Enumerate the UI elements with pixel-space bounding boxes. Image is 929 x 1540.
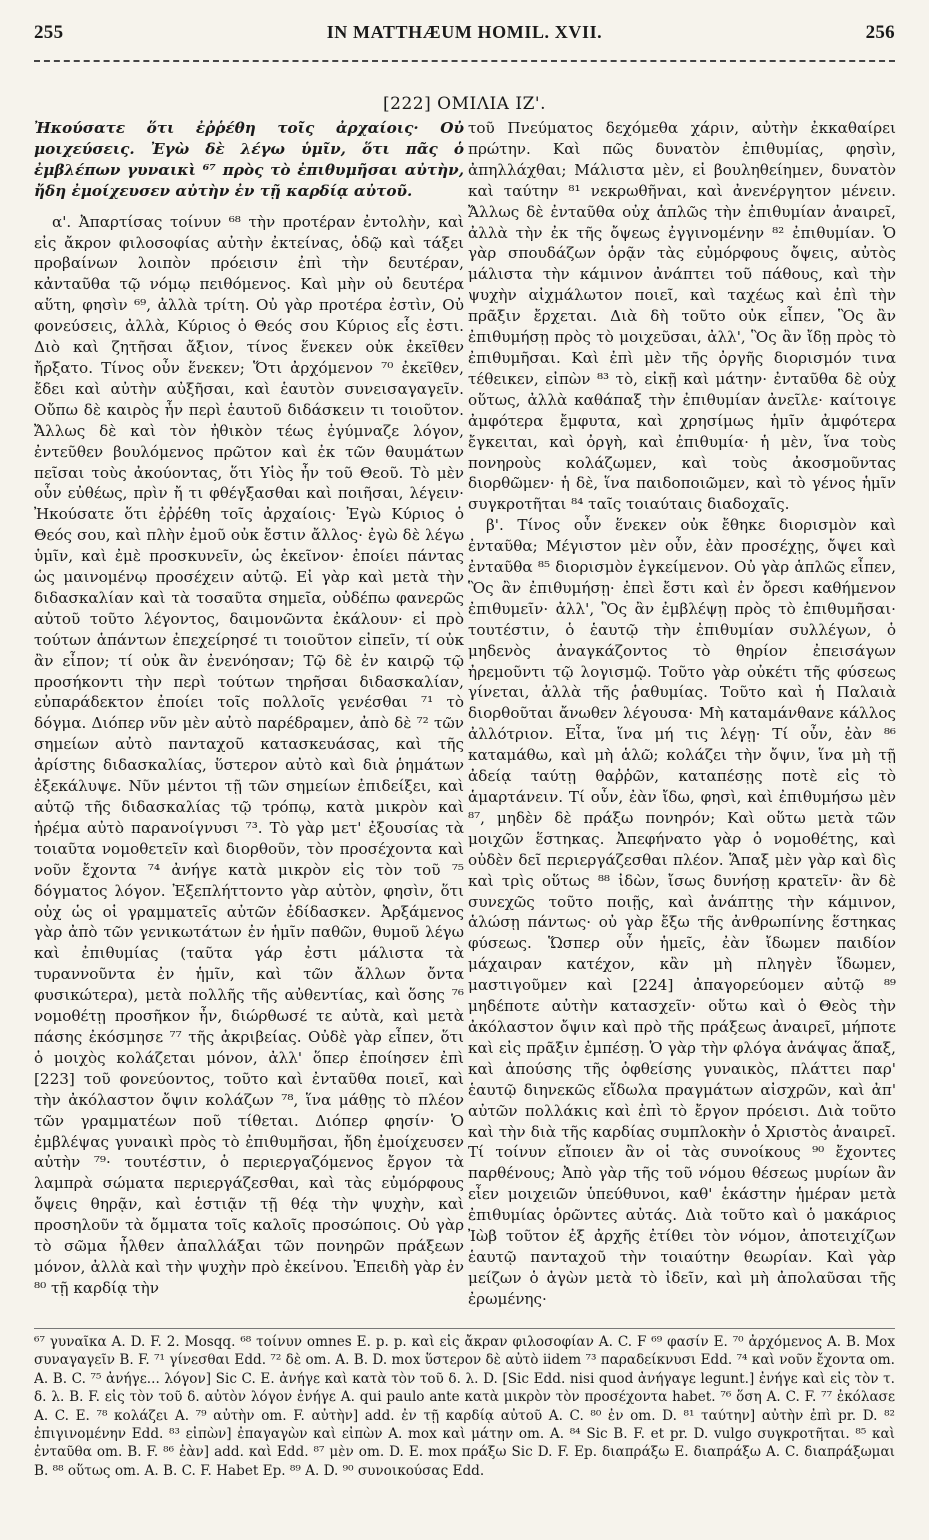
right-column (468, 118, 896, 1324)
page-number-right: 256 (865, 22, 895, 43)
left-paragraph: α'. Ἀπαρτίσας τοίνυν ⁶⁸ τὴν προτέραν ἐντολὴν, καὶ εἰς ἄκρον φιλοσοφίας αὐτὴν ἐκτείνας, ὁδῷ καὶ τάξει προβαίνων λοιπὸν πρόεισιν ἐπὶ τὴν δευτέραν, κἀνταῦθα τῷ νόμῳ πειθόμενος. Καὶ μὴν οὐ δευτέρα αὕτη, φησὶν ⁶⁹, ἀλλὰ τρίτη. Οὐ γὰρ προτέρα ἐστὶν, Οὐ φονεύσεις, ἀλλὰ, Κύριος ὁ Θεός σου Κύριος εἷς ἐστι. Διὸ καὶ ζητῆσαι ἄξιον, τίνος ἕνεκεν οὐκ ἐκεῖθεν ἤρξατο. Τίνος οὖν ἕνεκεν; Ὅτι ἀρχόμενον ⁷⁰ ἐκεῖθεν, ἔδει καὶ αὐτὴν αὐξῆσαι, καὶ ἑαυτὸν συνεισαγαγεῖν. Οὔπω δὲ καιρὸς ἦν περὶ ἑαυτοῦ διδάσκειν τι τοιοῦτον. Ἄλλως δὲ καὶ τὸν ἠθικὸν τέως ἐγύμναζε λόγον, ἐντεῦθεν βουλόμενος πρῶτον καὶ ἐκ τῶν θαυμάτων πεῖσαι τοὺς ἀκούοντας, ὅτι Υἱὸς ἦν τοῦ Θεοῦ. Τὸ μὲν οὖν εὐθέως, πρὶν ἤ τι φθέγξασθαι καὶ ποιῆσαι, λέγειν· Ἠκούσατε ὅτι ἐῤῥέθη τοῖς ἀρχαίοις· Ἐγὼ Κύριος ὁ Θεός σου, καὶ πλὴν ἐμοῦ οὐκ ἔστιν ἄλλος· ἐγὼ δὲ λέγω ὑμῖν, καὶ ἐμὲ προσκυνεῖν, ὡς ἐκεῖνον· ἐποίει πάντας ὡς μαινομένῳ προσέχειν αὐτῷ. Εἰ γὰρ καὶ μετὰ τὴν διδασκαλίαν καὶ τὰ τοσαῦτα σημεῖα, οὐδέπω φανερῶς αὐτοῦ τοῦτο λέγοντος, δαιμονῶντα ἐκάλουν· εἰ πρὸ τούτων ἁπάντων ἐπεχείρησέ τι τοιοῦτον εἰπεῖν, τί οὐκ ἂν εἶπον; τί οὐκ ἂν ἐνενόησαν; Τῷ δὲ ἐν καιρῷ τῷ προσήκοντι τὴν περὶ τούτων τηρῆσαι διδασκαλίαν, εὐπαράδεκτον ἐποίει τοῖς πολλοῖς γενέσθαι ⁷¹ τὸ δόγμα. Διόπερ νῦν μὲν αὐτὸ παρέδραμεν, ἀπὸ δὲ ⁷² τῶν σημείων αὐτὸ πανταχοῦ κατασκευάσας, καὶ τῆς ἀρίστης διδασκαλίας, ὕστερον αὐτὸ καὶ διὰ ῥημάτων ἐξεκάλυψε. Νῦν μέντοι τῇ τῶν σημείων ἐπιδείξει, καὶ αὐτῷ τῆς διδασκαλίας τῷ τρόπῳ, κατὰ μικρὸν καὶ ἠρέμα αὐτὸ παρανοίγνυσι ⁷³. Τὸ γὰρ μετ' ἐξουσίας τὰ τοιαῦτα νομοθετεῖν καὶ διορθοῦν, τὸν προσέχοντα καὶ νοῦν ἔχοντα ⁷⁴ ἀνήγε κατὰ μικρὸν εἰς τὸν τοῦ ⁷⁵ δόγματος λόγον. Ἐξεπλήττοντο γὰρ αὐτὸν, φησὶν, ὅτι οὐχ ὡς οἱ γραμματεῖς αὐτῶν ἐδίδασκεν. Ἀρξάμενος γὰρ ἀπὸ τῶν γενικωτάτων ἐν ἡμῖν παθῶν, θυμοῦ λέγω καὶ ἐπιθυμίας (ταῦτα γάρ ἐστι μάλιστα τὰ τυραννοῦντα ἐν ἡμῖν, καὶ τῶν ἄλλων ὄντα φυσικώτερα), μετὰ πολλῆς τῆς αὐθεντίας, καὶ ὅσης ⁷⁶ νομοθέτῃ προσῆκον ἦν, διώρθωσέ τε αὐτὰ, καὶ μετὰ πάσης ἐκόσμησε ⁷⁷ τῆς ἀκριβείας. Οὐδὲ γὰρ εἶπεν, ὅτι ὁ μοιχὸς κολάζεται μόνον, ἀλλ' ὅπερ ἐποίησεν ἐπὶ [223] τοῦ φονεύοντος, τοῦτο καὶ ἐνταῦθα ποιεῖ, καὶ τὴν ἀκόλαστον ὄψιν κολάζων ⁷⁸, ἵνα μάθῃς τὸ πλέον τῶν γραμματέων ποῦ τίθεται. Διόπερ φησίν· Ὁ ἐμβλέψας γυναικὶ πρὸς τὸ ἐπιθυμῆσαι, ἤδη ἐμοίχευσεν αὐτὴν ⁷⁹· τουτέστιν, ὁ περιεργαζόμενος ἔργον τὰ λαμπρὰ σώματα περιεργάζεσθαι, καὶ τὰς εὐμόρφους ὄψεις θηρᾷν, καὶ ἑστιᾷν τῇ θέᾳ τὴν ψυχὴν, καὶ προσηλοῦν τὰ ὄμματα τοῖς καλοῖς προσώποις. Οὐ γὰρ τὸ σῶμα ἦλθεν ἀπαλλάξαι τῶν πονηρῶν πράξεων μόνον, ἀλλὰ καὶ τὴν ψυχὴν πρὸ ἐκείνου. Ἐπειδὴ γὰρ ἐν ⁸⁰ τῇ καρδίᾳ τὴν (34, 212, 464, 1297)
running-header (34, 22, 895, 52)
right-paragraph: β'. Τίνος οὖν ἕνεκεν οὐκ ἔθηκε διορισμὸν καὶ ἐνταῦθα; Μέγιστον μὲν οὖν, ἐὰν προσέχῃς, ὄψει καὶ ἐνταῦθα ⁸⁵ διορισμὸν ἐγκείμενον. Οὐ γὰρ ἁπλῶς εἶπεν, Ὃς ἂν ἐπιθυμήσῃ· ἐπεὶ ἔστι καὶ ἐν ὄρεσι καθήμενον ἐπιθυμεῖν· ἀλλ', Ὃς ἂν ἐμβλέψῃ πρὸς τὸ ἐπιθυμῆσαι· τουτέστιν, ὁ ἑαυτῷ τὴν ἐπιθυμίαν συλλέγων, ὁ μηδενὸς ἀναγκάζοντος τὸ θηρίον ἐπεισάγων ἠρεμοῦντι τῷ λογισμῷ. Τοῦτο γὰρ οὐκέτι τῆς φύσεως γίνεται, ἀλλὰ τῆς ῥαθυμίας. Τοῦτο καὶ ἡ Παλαιὰ διορθοῦται ἄνωθεν λέγουσα· Μὴ καταμάνθανε κάλλος ἀλλότριον. Εἶτα, ἵνα μή τις λέγῃ· Τί οὖν, ἐὰν ⁸⁶ καταμάθω, καὶ μὴ ἁλῶ; κολάζει τὴν ὄψιν, ἵνα μὴ τῇ ἀδείᾳ ταύτῃ θαῤῥῶν, καταπέσῃς ποτὲ εἰς τὸ ἁμαρτάνειν. Τί οὖν, ἐὰν ἴδω, φησὶ, καὶ ἐπιθυμήσω μὲν ⁸⁷, μηδὲν δὲ πράξω πονηρόν; Καὶ οὕτω μετὰ τῶν μοιχῶν ἕστηκας. Ἀπεφήνατο γὰρ ὁ νομοθέτης, καὶ οὐδὲν δεῖ περιεργάζεσθαι πλέον. Ἅπαξ μὲν γὰρ καὶ δὶς καὶ τρὶς οὕτως ⁸⁸ ἰδὼν, ἴσως δυνήσῃ κρατεῖν· ἂν δὲ συνεχῶς τοῦτο ποιῇς, καὶ ἀνάπτῃς τὴν κάμινον, ἁλώσῃ πάντως· οὐ γὰρ ἔξω τῆς ἀνθρωπίνης ἕστηκας φύσεως. Ὥσπερ οὖν ἡμεῖς, ἐὰν ἴδωμεν παιδίον μάχαιραν κατέχον, κἂν μὴ πληγὲν ἴδωμεν, μαστιγοῦμεν καὶ [224] ἀπαγορεύομεν αὐτῷ ⁸⁹ μηδέποτε αὐτὴν κατασχεῖν· οὕτω καὶ ὁ Θεὸς τὴν ἀκόλαστον ὄψιν καὶ πρὸ τῆς πράξεως ἀναιρεῖ, μήποτε καὶ εἰς πρᾶξιν ἐμπέσῃ. Ὁ γὰρ τὴν φλόγα ἀνάψας ἅπαξ, καὶ ἀπούσης τῆς ὀφθείσης γυναικὸς, πλάττει παρ' ἑαυτῷ διηνεκῶς εἴδωλα πραγμάτων αἰσχρῶν, καὶ ἀπ' αὐτῶν πολλάκις καὶ ἐπὶ τὸ ἔργον πρόεισι. Διὰ τοῦτο καὶ τὴν διὰ τῆς καρδίας συμπλοκὴν ὁ Χριστὸς ἀναιρεῖ. Τί τοίνυν εἴποιεν ἂν οἱ τὰς συνοίκους ⁹⁰ ἔχοντες παρθένους; Ἀπὸ γὰρ τῆς τοῦ νόμου θέσεως μυρίων ἂν εἶεν μοιχειῶν ὑπεύθυνοι, καθ' ἑκάστην ἡμέραν μετὰ ἐπιθυμίας ὁρῶντες αὐτάς. Διὰ τοῦτο καὶ ὁ μακάριος Ἰὼβ τοῦτον ἐξ ἀρχῆς ἐτίθει τὸν νόμον, ἀποτειχίζων ἑαυτῷ πανταχοῦ τὴν τοιαύτην θεωρίαν. Καὶ γὰρ μείζων ὁ ἀγὼν μετὰ τὸ ἰδεῖν, καὶ μὴ ἀπολαῦσαι τῆς ἐρωμένης· (468, 516, 896, 1308)
running-title: IN MATTHÆUM HOMIL. XVII. (326, 22, 603, 42)
page-number-left: 255 (34, 22, 64, 43)
footnotes: ⁶⁷ γυναῖκα A. D. F. 2. Mosqq. ⁶⁸ τοίνυν omnes E. p. p. καὶ εἰς ἄκραν φιλοσοφίαν A. C. F ⁶⁹ φασίν E. ⁷⁰ ἀρχόμενος A. B. Mox συναγαγεῖν B. F. ⁷¹ γίνεσθαι Edd. ⁷² δὲ om. A. B. D. mox ὕστερον δὲ αὐτὸ iidem ⁷³ παραδείκνυσι Edd. ⁷⁴ καὶ νοῦν ἔχοντα om. A. B. C. ⁷⁵ ἀνήγε... λόγον] Sic C. E. ἀνήγε καὶ κατὰ τὸν τοῦ δ. λ. D. [Sic Edd. nisi quod ἀνήγαγε legunt.] ἐνήγε καὶ εἰς τὸν τ. δ. λ. B. F. εἰς τὸν τοῦ δ. αὐτὸν λόγον ἐνήγε A. qui paulo ante κατὰ μικρὸν τὸν προσέχοντα habet. ⁷⁶ ὅση A. C. F. ⁷⁷ ἐκόλασε A. C. E. ⁷⁸ κολάζει A. ⁷⁹ αὐτὴν om. F. αὐτὴν] add. ἐν τῇ καρδίᾳ αὐτοῦ A. C. ⁸⁰ ἐν om. D. ⁸¹ ταύτην] αὐτὴν ἐπὶ pr. D. ⁸² ἐπιγινομένην Edd. ⁸³ εἰπὼν] ἐπαγαγὼν καὶ εἰπὼν A. mox καὶ μάτην om. A. ⁸⁴ Sic B. F. et pr. D. vulgo συγκροτῆται. ⁸⁵ καὶ ἐνταῦθα om. B. F. ⁸⁶ ἐὰν] add. καὶ Edd. ⁸⁷ μὲν om. D. E. mox πράξω Sic D. F. Ep. διαπράξω E. διαπράξω A. C. διαπράξωμαι B. ⁸⁸ οὕτως om. A. B. C. F. Habet Ep. ⁸⁹ A. D. ⁹⁰ συνοικούσας Edd. (34, 1334, 895, 1479)
left-column (34, 118, 464, 1324)
scripture-lemma: Ἠκούσατε ὅτι ἐῤῥέθη τοῖς ἀρχαίοις· Οὐ μοιχεύσεις. Ἐγὼ δὲ λέγω ὑμῖν, ὅτι πᾶς ὁ ἐμβλέπων γυναικὶ ⁶⁷ πρὸς τὸ ἐπιθυμῆσαι αὐτὴν, ἤδη ἐμοίχευσεν αὐτὴν ἐν τῇ καρδίᾳ αὐτοῦ. (34, 119, 464, 200)
right-paragraph: τοῦ Πνεύματος δεχόμεθα χάριν, αὐτὴν ἐκκαθαίρει πρώτην. Καὶ πῶς δυνατὸν ἐπιθυμίας, φησὶν, ἀπηλλάχθαι; Μάλιστα μὲν, εἰ βουληθείημεν, δυνατὸν καὶ ταύτην ⁸¹ νεκρωθῆναι, καὶ ἀνενέργητον μένειν. Ἄλλως δὲ ἐνταῦθα οὐχ ἁπλῶς τὴν ἐπιθυμίαν ἀναιρεῖ, ἀλλὰ τὴν ἐκ τῆς ὄψεως ἐγγινομένην ⁸² ἐπιθυμίαν. Ὁ γὰρ σπουδάζων ὁρᾷν τὰς εὐμόρφους ὄψεις, αὐτὸς μάλιστα τὴν κάμινον ἀνάπτει τοῦ πάθους, καὶ τὴν ψυχὴν αἰχμάλωτον ποιεῖ, καὶ ταχέως καὶ ἐπὶ τὴν πρᾶξιν ἔρχεται. Διὰ δὴ τοῦτο οὐκ εἶπεν, Ὃς ἂν ἐπιθυμήσῃ πρὸς τὸ μοιχεῦσαι, ἀλλ', Ὃς ἂν ἴδῃ πρὸς τὸ ἐπιθυμῆσαι. Καὶ ἐπὶ μὲν τῆς ὀργῆς διορισμόν τινα τέθεικεν, εἰπὼν ⁸³ τὸ, εἰκῇ καὶ μάτην· ἐνταῦθα δὲ οὐχ οὕτως, ἀλλὰ καθάπαξ τὴν ἐπιθυμίαν ἀνεῖλε· καίτοιγε ἀμφότερα ἔμφυτα, καὶ χρησίμως ἡμῖν ἀμφότερα ἔγκειται, καὶ ὀργὴ, καὶ ἐπιθυμία· ἡ μὲν, ἵνα τοὺς πονηροὺς κολάζωμεν, καὶ τοὺς ἀκοσμοῦντας διορθῶμεν· ἡ δὲ, ἵνα παιδοποιῶμεν, καὶ τὸ γένος ἡμῖν συγκροτῆται ⁸⁴ ταῖς τοιαύταις διαδοχαῖς. (468, 119, 896, 514)
header-rule (34, 60, 895, 62)
homily-title: [222] ΟΜΙΛΙΑ ΙΖ'. (383, 94, 546, 114)
footnote-rule (34, 1328, 895, 1329)
